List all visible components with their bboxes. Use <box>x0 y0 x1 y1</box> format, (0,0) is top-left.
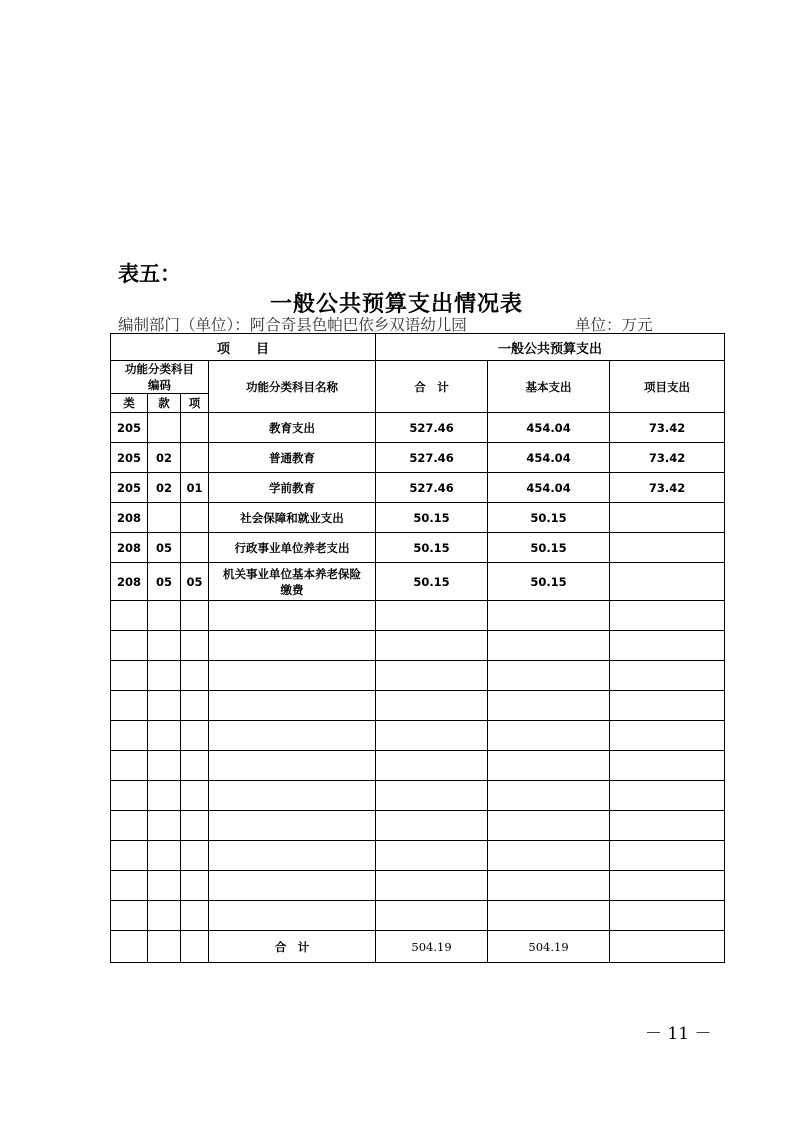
cell-project: 73.42 <box>610 473 725 503</box>
table-row <box>111 473 725 503</box>
header-row-2 <box>111 361 725 394</box>
table-row <box>111 443 725 473</box>
header-item: 项 目 <box>111 334 376 361</box>
total-label: 合 计 <box>209 931 376 963</box>
cell-total: 50.15 <box>376 503 488 533</box>
table-row <box>111 413 725 443</box>
cell-basic: 50.15 <box>488 533 610 563</box>
cell-basic: 454.04 <box>488 473 610 503</box>
cell-subsection <box>181 503 209 533</box>
cell-project <box>610 563 725 601</box>
cell-subsection <box>181 533 209 563</box>
cell-basic: 50.15 <box>488 563 610 601</box>
cell-class: 208 <box>111 563 148 601</box>
header-code-line2: 编码 <box>148 378 171 392</box>
header-name: 功能分类科目名称 <box>209 361 376 413</box>
empty-row <box>111 871 725 901</box>
header-subsection: 项 <box>181 394 209 413</box>
cell-project: 73.42 <box>610 443 725 473</box>
table-row <box>111 533 725 563</box>
cell-subsection <box>181 443 209 473</box>
cell-class: 205 <box>111 413 148 443</box>
cell-basic: 454.04 <box>488 443 610 473</box>
table-row <box>111 503 725 533</box>
cell-section: 02 <box>148 473 181 503</box>
total-row <box>111 931 725 963</box>
empty-row <box>111 751 725 781</box>
empty-row <box>111 631 725 661</box>
empty-row <box>111 601 725 631</box>
empty-row <box>111 781 725 811</box>
header-code <box>111 361 209 394</box>
empty-row <box>111 721 725 751</box>
empty-row <box>111 691 725 721</box>
cell-section <box>148 503 181 533</box>
cell-total: 527.46 <box>376 473 488 503</box>
header-section: 款 <box>148 394 181 413</box>
header-class: 类 <box>111 394 148 413</box>
header-row-1 <box>111 334 725 361</box>
header-basic: 基本支出 <box>488 361 610 413</box>
header-code-line1: 功能分类科目 <box>125 362 194 376</box>
cell-total: 50.15 <box>376 533 488 563</box>
cell-total: 527.46 <box>376 443 488 473</box>
table-row <box>111 563 725 601</box>
compiling-unit: 编制部门（单位）：阿合奇县色帕巴依乡双语幼儿园 <box>118 316 467 334</box>
cell-section <box>148 413 181 443</box>
budget-table <box>110 333 725 963</box>
total-project <box>610 931 725 963</box>
cell-basic: 454.04 <box>488 413 610 443</box>
cell-subsection: 05 <box>181 563 209 601</box>
header-total: 合 计 <box>376 361 488 413</box>
cell-section: 02 <box>148 443 181 473</box>
cell-class: 205 <box>111 443 148 473</box>
empty-row <box>111 901 725 931</box>
cell-name: 社会保障和就业支出 <box>209 503 376 533</box>
header-budget: 一般公共预算支出 <box>376 334 725 361</box>
cell-name: 学前教育 <box>209 473 376 503</box>
cell-project <box>610 533 725 563</box>
cell-total: 527.46 <box>376 413 488 443</box>
page-title: 一般公共预算支出情况表 <box>269 291 523 317</box>
empty-row <box>111 811 725 841</box>
cell-section: 05 <box>148 533 181 563</box>
header-project: 项目支出 <box>610 361 725 413</box>
cell-subsection <box>181 413 209 443</box>
cell-name: 教育支出 <box>209 413 376 443</box>
empty-row <box>111 841 725 871</box>
cell-class: 205 <box>111 473 148 503</box>
total-basic: 504.19 <box>488 931 610 963</box>
cell-subsection: 01 <box>181 473 209 503</box>
currency-unit: 单位：万元 <box>575 316 653 334</box>
page-number: － 11 － <box>645 1024 712 1044</box>
cell-name-line1: 机关事业单位基本养老保险 <box>223 566 361 581</box>
cell-name: 普通教育 <box>209 443 376 473</box>
empty-row <box>111 661 725 691</box>
cell-basic: 50.15 <box>488 503 610 533</box>
cell-name: 行政事业单位养老支出 <box>209 533 376 563</box>
cell-name-line2: 缴费 <box>280 582 304 597</box>
cell-project: 73.42 <box>610 413 725 443</box>
table-label: 表五： <box>118 261 181 286</box>
cell-class: 208 <box>111 533 148 563</box>
cell-project <box>610 503 725 533</box>
cell-total: 50.15 <box>376 563 488 601</box>
cell-class: 208 <box>111 503 148 533</box>
total-sum: 504.19 <box>376 931 488 963</box>
cell-section: 05 <box>148 563 181 601</box>
cell-name <box>209 563 376 601</box>
